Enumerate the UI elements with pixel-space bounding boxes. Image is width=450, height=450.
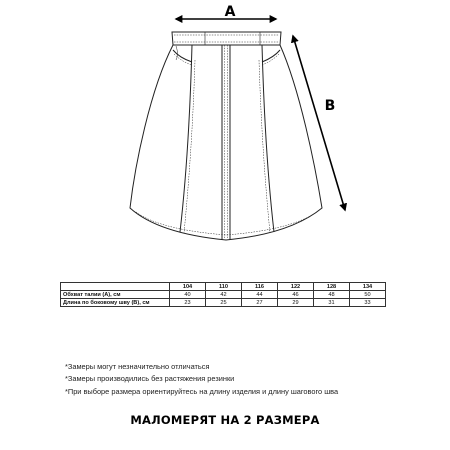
size-header-128: 128	[314, 283, 350, 291]
note-item: *При выборе размера ориентируйтесь на длину изделия и длину шагового шва	[65, 386, 339, 396]
skirt-drawing	[130, 32, 322, 240]
table-row	[61, 299, 386, 307]
row-label-length: Длина по боковому шву (В), см	[61, 299, 170, 307]
table-cell: 50	[350, 291, 386, 299]
row-label-waist: Обхват талии (А), см	[61, 291, 170, 299]
size-header-corner	[61, 283, 170, 291]
size-header-134: 134	[350, 283, 386, 291]
label-b: B	[324, 98, 336, 114]
size-header-122: 122	[278, 283, 314, 291]
sizing-warning-headline: МАЛОМЕРЯТ НА 2 РАЗМЕРА	[130, 413, 320, 427]
table-row	[61, 291, 386, 299]
table-cell: 42	[206, 291, 242, 299]
size-header-116: 116	[242, 283, 278, 291]
table-cell: 25	[206, 299, 242, 307]
table-cell: 33	[350, 299, 386, 307]
table-cell: 23	[170, 299, 206, 307]
size-header-row	[61, 283, 386, 291]
note-item: *Замеры производились без растяжения резинки	[65, 374, 235, 384]
table-cell: 48	[314, 291, 350, 299]
size-header-104: 104	[170, 283, 206, 291]
table-cell: 27	[242, 299, 278, 307]
size-header-110: 110	[206, 283, 242, 291]
table-cell: 46	[278, 291, 314, 299]
waistband	[172, 32, 281, 45]
label-a: A	[224, 4, 236, 20]
size-table	[60, 282, 386, 307]
note-item: *Замеры могут незначительно отличаться	[65, 362, 210, 371]
skirt-outline	[130, 45, 322, 240]
table-cell: 31	[314, 299, 350, 307]
table-cell: 44	[242, 291, 278, 299]
measurement-notes	[65, 361, 338, 398]
table-cell: 40	[170, 291, 206, 299]
table-cell: 29	[278, 299, 314, 307]
